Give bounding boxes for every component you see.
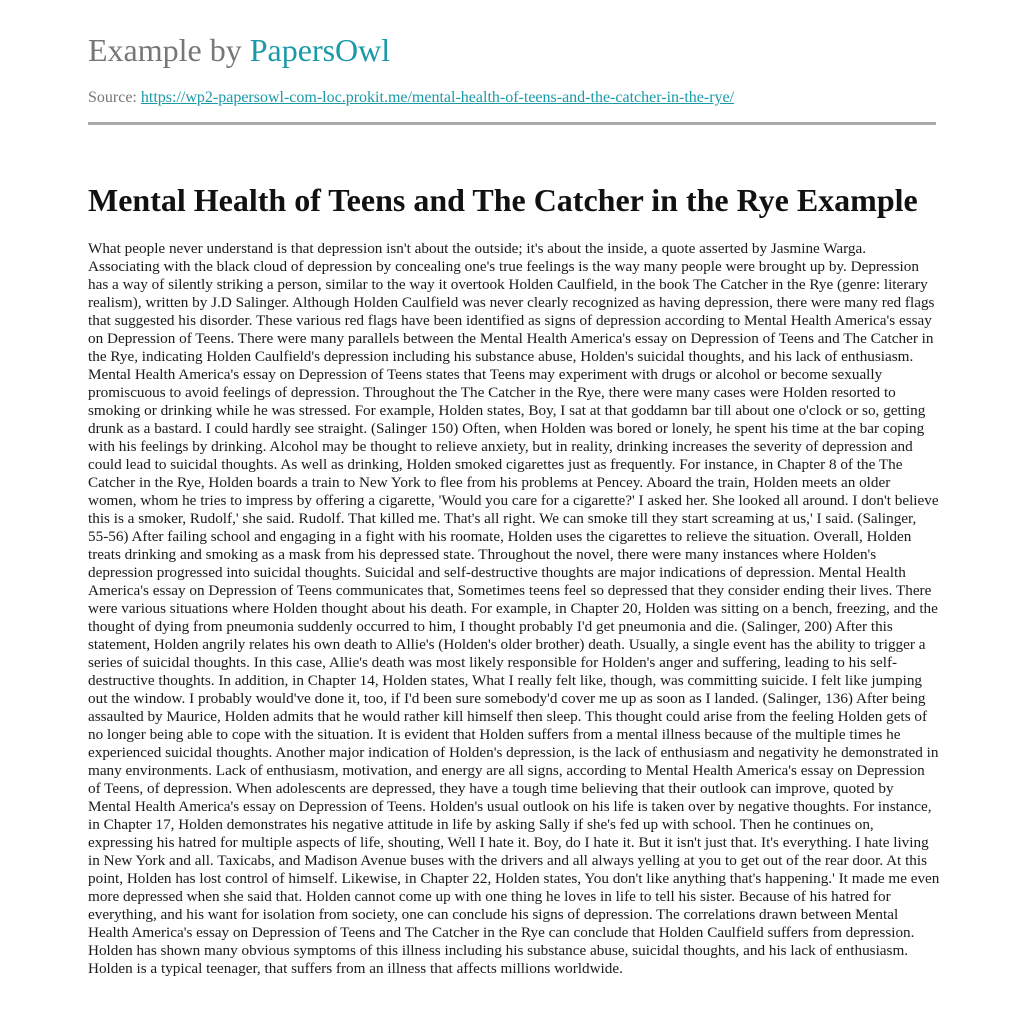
source-line: [88, 88, 734, 108]
papersowl-logo-text[interactable]: PapersOwl: [249, 32, 391, 68]
brand-header: [88, 30, 390, 70]
essay-body: What people never understand is that depression isn't about the outside; it's about the inside, a quote asserted by Jasmine Warga. Associating with the black cloud of depression by concealing one's true feelings is the way many people were brought up by. Depression has a way of silently striking a person, similar to the way it overtook Holden Caulfield, in the book The Catcher in the Rye (genre: literary realism), written by J.D Salinger. Although Holden Caulfield was never clearly recognized as having depression, there were many red flags that suggested his disorder. These various red flags have been identified as signs of depression according to Mental Health America's essay on Depression of Teens. There were many parallels between the Mental Health America's essay on Depression of Teens and The Catcher in the Rye, indicating Holden Caulfield's depression including his substance abuse, Holden's suicidal thoughts, and his lack of enthusiasm. Mental Health America's essay on Depression of Teens states that Teens may experiment with drugs or alcohol or become sexually promiscuous to avoid feelings of depression. Throughout the The Catcher in the Rye, there were many cases were Holden resorted to smoking or drinking while he was stressed. For example, Holden states, Boy, I sat at that goddamn bar till about one o'clock or so, getting drunk as a bastard. I could hardly see straight. (Salinger 150) Often, when Holden was bored or lonely, he spent his time at the bar coping with his feelings by drinking. Alcohol may be thought to relieve anxiety, but in reality, drinking increases the severity of depression and could lead to suicidal thoughts. As well as drinking, Holden smoked cigarettes just as frequently. For instance, in Chapter 8 of the The Catcher in the Rye, Holden boards a train to New York to flee from his problems at Pencey. Aboard the train, Holden meets an older women, whom he tries to impress by offering a cigarette, 'Would you care for a cigarette?' I asked her. She looked all around. I don't believe this is a smoker, Rudolf,' she said. Rudolf. That killed me. That's all right. We can smoke till they start screaming at us,' I said. (Salinger, 55-56) After failing school and engaging in a fight with his roomate, Holden uses the cigarettes to relieve the situation. Overall, Holden treats drinking and smoking as a mask from his depressed state. Throughout the novel, there were many instances where Holden's depression progressed into suicidal thoughts. Suicidal and self-destructive thoughts are major indications of depression. Mental Health America's essay on Depression of Teens communicates that, Sometimes teens feel so depressed that they consider ending their lives. There were various situations where Holden thought about his death. For example, in Chapter 20, Holden was sitting on a bench, freezing, and the thought of dying from pneumonia suddenly occurred to him, I thought probably I'd get pneumonia and die. (Salinger, 200) After this statement, Holden angrily relates his own death to Allie's (Holden's older brother) death. Usually, a single event has the ability to trigger a series of suicidal thoughts. In this case, Allie's death was most likely responsible for Holden's anger and suffering, leading to his self-destructive thoughts. In addition, in Chapter 14, Holden states, What I really felt like, though, was committing suicide. I felt like jumping out the window. I probably would've done it, too, if I'd been sure somebody'd cover me up as soon as I landed. (Salinger, 136) After being assaulted by Maurice, Holden admits that he would rather kill himself then sleep. This thought could arise from the feeling Holden gets of no longer being able to cope with the situation. It is evident that Holden suffers from a mental illness because of the multiple times he experienced suicidal thoughts. Another major indication of Holden's depression, is the lack of enthusiasm and negativity he demonstrated in many environments. Lack of enthusiasm, motivation, and energy are all signs, according to Mental Health America's essay on Depression of Teens, of depression. When adolescents are depressed, they have a tough time believing that their outlook can improve, quoted by Mental Health America's essay on Depression of Teens. Holden's usual outlook on his life is taken over by negative thoughts. For instance, in Chapter 17, Holden demonstrates his negative attitude in life by asking Sally if she's fed up with school. Then he continues on, expressing his hatred for multiple aspects of life, shouting, Well I hate it. Boy, do I hate it. But it isn't just that. It's everything. I hate living in New York and all. Taxicabs, and Madison Avenue buses with the drivers and all always yelling at you to get out of the rear door. At this point, Holden has lost control of himself. Likewise, in Chapter 22, Holden states, You don't like anything that's happening.' It made me even more depressed when she said that. Holden cannot come up with one thing he loves in life to tell his sister. Because of his hatred for everything, and his want for isolation from society, one can conclude his signs of depression. The correlations drawn between Mental Health America's essay on Depression of Teens and The Catcher in the Rye can conclude that Holden Caulfield suffers from depression. Holden has shown many obvious symptoms of this illness including his substance abuse, suicidal thoughts, and his lack of enthusiasm. Holden is a typical teenager, that suffers from an illness that affects millions worldwide.: [88, 240, 940, 977]
example-by-label: Example by: [88, 32, 242, 68]
source-link[interactable]: https://wp2-papersowl-com-loc.prokit.me/mental-health-of-teens-and-the-catcher-in-the-rye/: [140, 89, 735, 106]
page-title: Mental Health of Teens and The Catcher in the Rye Example: [88, 182, 918, 218]
header-divider: [88, 122, 936, 125]
source-label: Source:: [88, 89, 137, 106]
